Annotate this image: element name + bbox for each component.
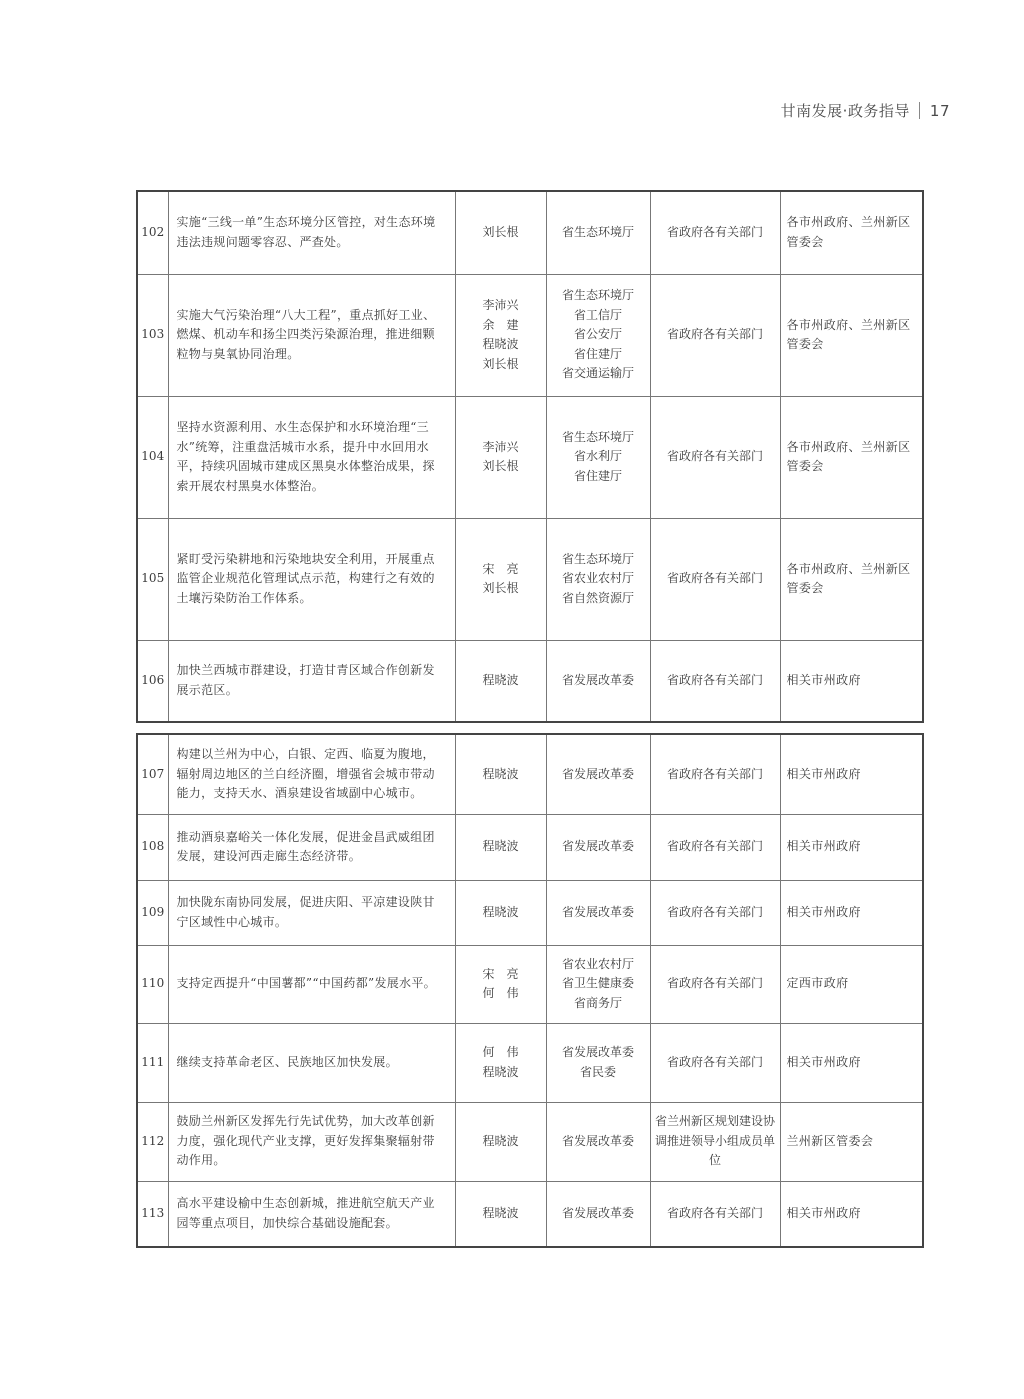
- implementing-unit: 相关市州政府: [780, 814, 923, 880]
- implementing-unit: 相关市州政府: [780, 1181, 923, 1247]
- task-description: 支持定西提升“中国薯都”“中国药都”发展水平。: [168, 945, 455, 1023]
- cooperating-unit: 省政府各有关部门: [650, 880, 780, 945]
- cooperating-unit: 省政府各有关部门: [650, 945, 780, 1023]
- responsible-unit: 省生态环境厅 省农业农村厅 省自然资源厅: [546, 518, 650, 640]
- table-row: [137, 734, 923, 814]
- responsible-unit: 省发展改革委: [546, 1181, 650, 1247]
- task-description: 高水平建设榆中生态创新城，推进航空航天产业园等重点项目，加快综合基础设施配套。: [168, 1181, 455, 1247]
- responsible-unit: 省农业农村厅 省卫生健康委 省商务厅: [546, 945, 650, 1023]
- responsible-unit: 省发展改革委: [546, 814, 650, 880]
- cooperating-unit: 省政府各有关部门: [650, 191, 780, 274]
- cooperating-unit: 省政府各有关部门: [650, 274, 780, 396]
- lead-official: 程晓波: [455, 734, 546, 814]
- implementing-unit: 各市州政府、兰州新区管委会: [780, 191, 923, 274]
- lead-official: 程晓波: [455, 1181, 546, 1247]
- task-description: 推动酒泉嘉峪关一体化发展，促进金昌武威组团发展，建设河西走廊生态经济带。: [168, 814, 455, 880]
- page-header: [781, 100, 950, 121]
- implementing-unit: 定西市政府: [780, 945, 923, 1023]
- table-row: [137, 945, 923, 1023]
- cooperating-unit: 省政府各有关部门: [650, 640, 780, 722]
- row-number: 102: [137, 191, 168, 274]
- task-description: 实施大气污染治理“八大工程”，重点抓好工业、燃煤、机动车和扬尘四类污染源治理，推进细颗粒物与臭氧协同治理。: [168, 274, 455, 396]
- page-number: 17: [929, 101, 950, 120]
- row-number: 106: [137, 640, 168, 722]
- lead-official: 程晓波: [455, 1102, 546, 1181]
- row-number: 107: [137, 734, 168, 814]
- implementing-unit: 各市州政府、兰州新区管委会: [780, 518, 923, 640]
- lead-official: 宋 亮 刘长根: [455, 518, 546, 640]
- responsible-unit: 省发展改革委: [546, 734, 650, 814]
- lead-official: 刘长根: [455, 191, 546, 274]
- task-description: 坚持水资源利用、水生态保护和水环境治理“三水”统筹，注重盘活城市水系，提升中水回用水平，持续巩固城市建成区黑臭水体整治成果，探索开展农村黑臭水体整治。: [168, 396, 455, 518]
- table-row: [137, 1023, 923, 1102]
- lead-official: 程晓波: [455, 880, 546, 945]
- row-number: 103: [137, 274, 168, 396]
- table-row: [137, 518, 923, 640]
- task-description: 实施“三线一单”生态环境分区管控，对生态环境违法违规问题零容忍、严查处。: [168, 191, 455, 274]
- table-row: [137, 1181, 923, 1247]
- responsible-unit: 省生态环境厅 省工信厅 省公安厅 省住建厅 省交通运输厅: [546, 274, 650, 396]
- table-row: [137, 396, 923, 518]
- implementing-unit: 相关市州政府: [780, 1023, 923, 1102]
- task-description: 构建以兰州为中心，白银、定西、临夏为腹地，辐射周边地区的兰白经济圈，增强省会城市带动能力，支持天水、酒泉建设省域副中心城市。: [168, 734, 455, 814]
- row-number: 111: [137, 1023, 168, 1102]
- cooperating-unit: 省政府各有关部门: [650, 396, 780, 518]
- table-row: [137, 640, 923, 722]
- responsible-unit: 省发展改革委: [546, 880, 650, 945]
- table-row: [137, 274, 923, 396]
- responsible-unit: 省发展改革委: [546, 640, 650, 722]
- row-number: 109: [137, 880, 168, 945]
- task-description: 紧盯受污染耕地和污染地块安全利用，开展重点监管企业规范化管理试点示范，构建行之有效的土壤污染防治工作体系。: [168, 518, 455, 640]
- cooperating-unit: 省政府各有关部门: [650, 734, 780, 814]
- table-row: [137, 1102, 923, 1181]
- row-number: 104: [137, 396, 168, 518]
- lead-official: 程晓波: [455, 640, 546, 722]
- cooperating-unit: 省政府各有关部门: [650, 1181, 780, 1247]
- implementing-unit: 相关市州政府: [780, 734, 923, 814]
- publication-title: 甘南发展·政务指导: [780, 102, 910, 120]
- responsible-unit: 省发展改革委 省民委: [546, 1023, 650, 1102]
- implementing-unit: 各市州政府、兰州新区管委会: [780, 396, 923, 518]
- table-row: [137, 880, 923, 945]
- lead-official: 程晓波: [455, 814, 546, 880]
- responsible-unit: 省发展改革委: [546, 1102, 650, 1181]
- implementing-unit: 兰州新区管委会: [780, 1102, 923, 1181]
- row-number: 110: [137, 945, 168, 1023]
- responsible-unit: 省生态环境厅 省水利厅 省住建厅: [546, 396, 650, 518]
- lead-official: 李沛兴 余 建 程晓波 刘长根: [455, 274, 546, 396]
- task-description: 鼓励兰州新区发挥先行先试优势，加大改革创新力度，强化现代产业支撑，更好发挥集聚辐射带动作用。: [168, 1102, 455, 1181]
- cooperating-unit: 省政府各有关部门: [650, 518, 780, 640]
- row-number: 113: [137, 1181, 168, 1247]
- lead-official: 宋 亮 何 伟: [455, 945, 546, 1023]
- implementing-unit: 各市州政府、兰州新区管委会: [780, 274, 923, 396]
- cooperating-unit: 省政府各有关部门: [650, 814, 780, 880]
- task-description: 加快兰西城市群建设，打造甘青区域合作创新发展示范区。: [168, 640, 455, 722]
- policy-table-1: [136, 190, 924, 723]
- cooperating-unit: 省政府各有关部门: [650, 1023, 780, 1102]
- header-divider: [919, 102, 920, 119]
- task-description: 加快陇东南协同发展，促进庆阳、平凉建设陕甘宁区域性中心城市。: [168, 880, 455, 945]
- implementing-unit: 相关市州政府: [780, 640, 923, 722]
- responsible-unit: 省生态环境厅: [546, 191, 650, 274]
- row-number: 105: [137, 518, 168, 640]
- lead-official: 何 伟 程晓波: [455, 1023, 546, 1102]
- row-number: 108: [137, 814, 168, 880]
- table-row: [137, 191, 923, 274]
- cooperating-unit: 省兰州新区规划建设协调推进领导小组成员单位: [650, 1102, 780, 1181]
- policy-table-2: [136, 733, 924, 1248]
- table-row: [137, 814, 923, 880]
- lead-official: 李沛兴 刘长根: [455, 396, 546, 518]
- row-number: 112: [137, 1102, 168, 1181]
- task-description: 继续支持革命老区、民族地区加快发展。: [168, 1023, 455, 1102]
- implementing-unit: 相关市州政府: [780, 880, 923, 945]
